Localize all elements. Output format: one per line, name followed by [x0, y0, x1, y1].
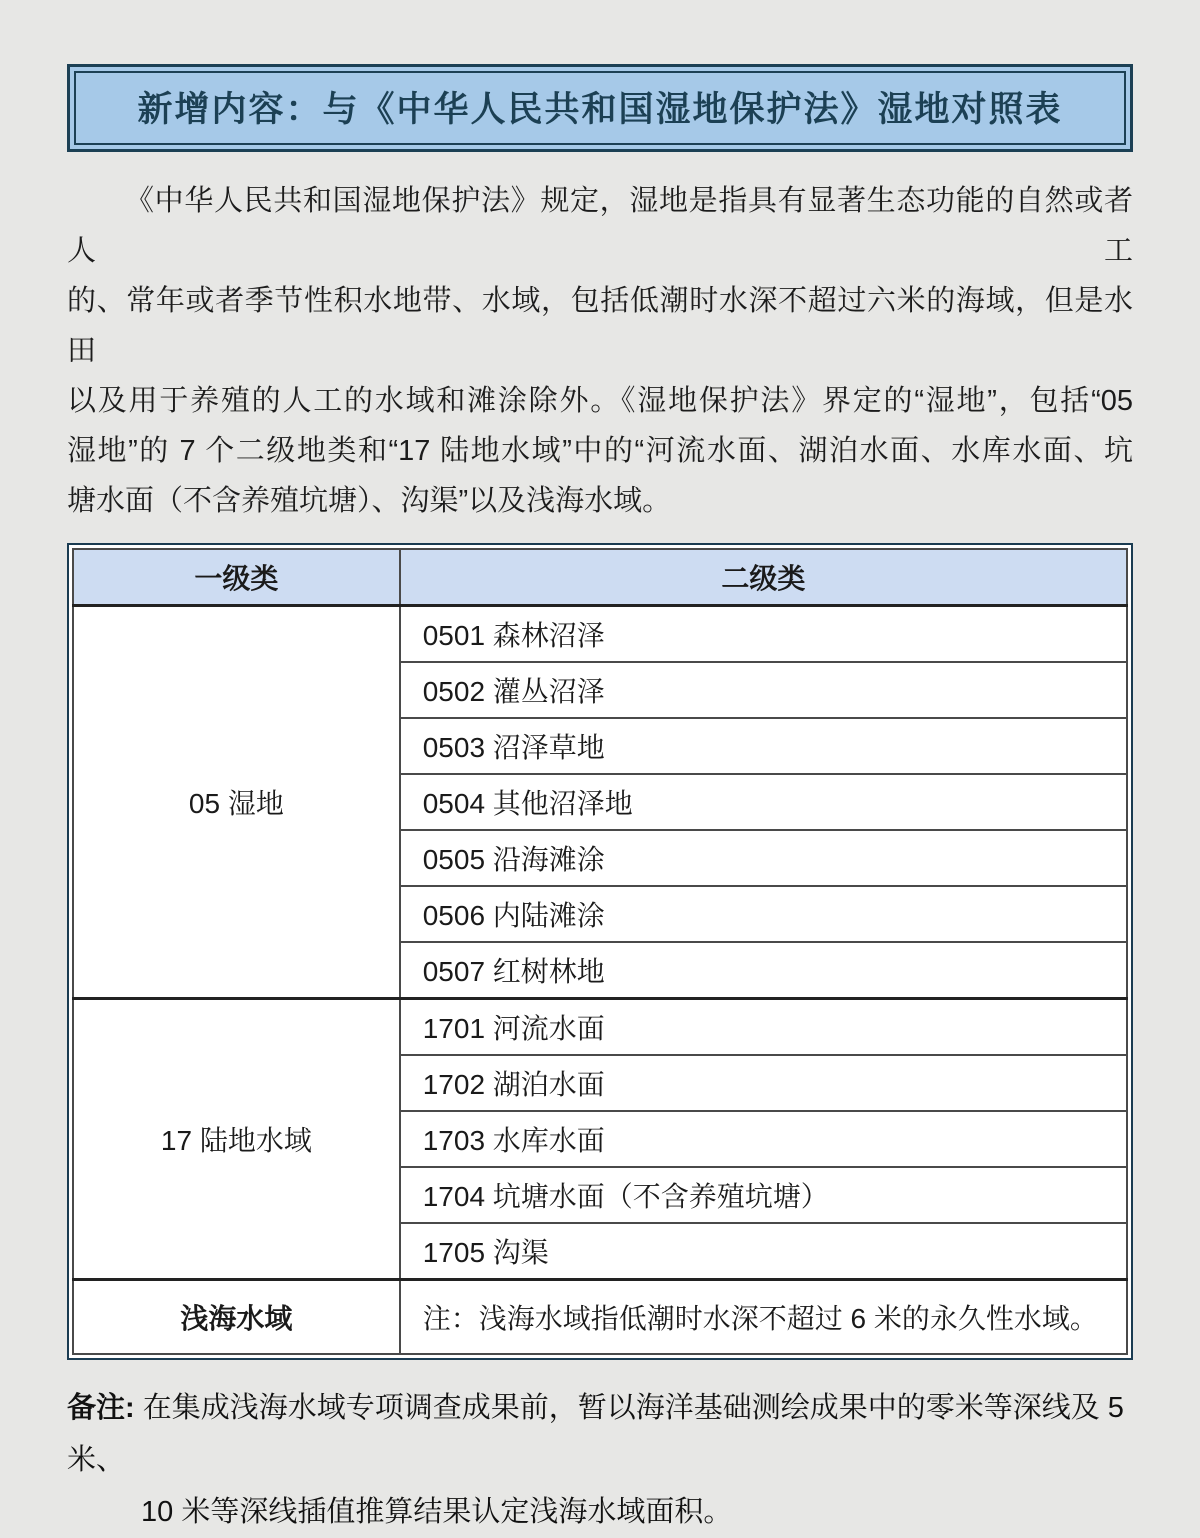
level2-cell: 1703 水库水面	[400, 1111, 1127, 1167]
table-row	[73, 1280, 1127, 1355]
level2-cell: 1704 坑塘水面（不含养殖坑塘）	[400, 1167, 1127, 1223]
intro-line: 湿地”的 7 个二级地类和“17 陆地水域”中的“河流水面、湖泊水面、水库水面、坑	[67, 435, 1133, 467]
comparison-table	[72, 548, 1128, 1355]
level2-cell: 0507 红树林地	[400, 942, 1127, 999]
level2-cell: 0506 内陆滩涂	[400, 886, 1127, 942]
intro-line: 的、常年或者季节性积水地带、水域，包括低潮时水深不超过六米的海域，但是水田	[67, 285, 1133, 367]
level2-cell: 0502 灌丛沼泽	[400, 662, 1127, 718]
level2-cell: 0503 沼泽草地	[400, 718, 1127, 774]
level2-cell: 0504 其他沼泽地	[400, 774, 1127, 830]
intro-line: 《中华人民共和国湿地保护法》规定，湿地是指具有显著生态功能的自然或者人工	[67, 185, 1133, 267]
column-header-level1: 一级类	[73, 549, 400, 606]
table-row	[73, 999, 1127, 1056]
intro-paragraph	[67, 176, 1133, 526]
remark-line: 10 米等深线插值推算结果认定浅海水域面积。	[141, 1496, 733, 1528]
level1-cell-inland-water: 17 陆地水域	[73, 999, 400, 1280]
intro-line: 塘水面（不含养殖坑塘）、沟渠”以及浅海水域。	[67, 485, 672, 517]
remark-text: 在集成浅海水域专项调查成果前，暂以海洋基础测绘成果中的零米等深线及 5 米、	[67, 1392, 1124, 1476]
level2-cell: 1702 湖泊水面	[400, 1055, 1127, 1111]
remark	[67, 1382, 1133, 1538]
wetland-comparison-table	[67, 543, 1133, 1360]
level2-cell: 0505 沿海滩涂	[400, 830, 1127, 886]
level1-cell-shallow-sea: 浅海水域	[73, 1280, 400, 1355]
table-header-row	[73, 549, 1127, 606]
remark-label: 备注:	[67, 1392, 135, 1424]
remark-line	[67, 1382, 1133, 1486]
level1-cell-wetland: 05 湿地	[73, 606, 400, 999]
level2-cell: 0501 森林沼泽	[400, 606, 1127, 663]
level2-cell: 1701 河流水面	[400, 999, 1127, 1056]
page-title: 新增内容：与《中华人民共和国湿地保护法》湿地对照表	[74, 71, 1126, 145]
title-banner	[67, 64, 1133, 152]
table-row	[73, 606, 1127, 663]
intro-line: 以及用于养殖的人工的水域和滩涂除外。《湿地保护法》界定的“湿地”，包括“05	[67, 385, 1133, 417]
level2-cell: 1705 沟渠	[400, 1223, 1127, 1280]
level2-note-cell: 注：浅海水域指低潮时水深不超过 6 米的永久性水域。	[400, 1280, 1127, 1355]
column-header-level2: 二级类	[400, 549, 1127, 606]
